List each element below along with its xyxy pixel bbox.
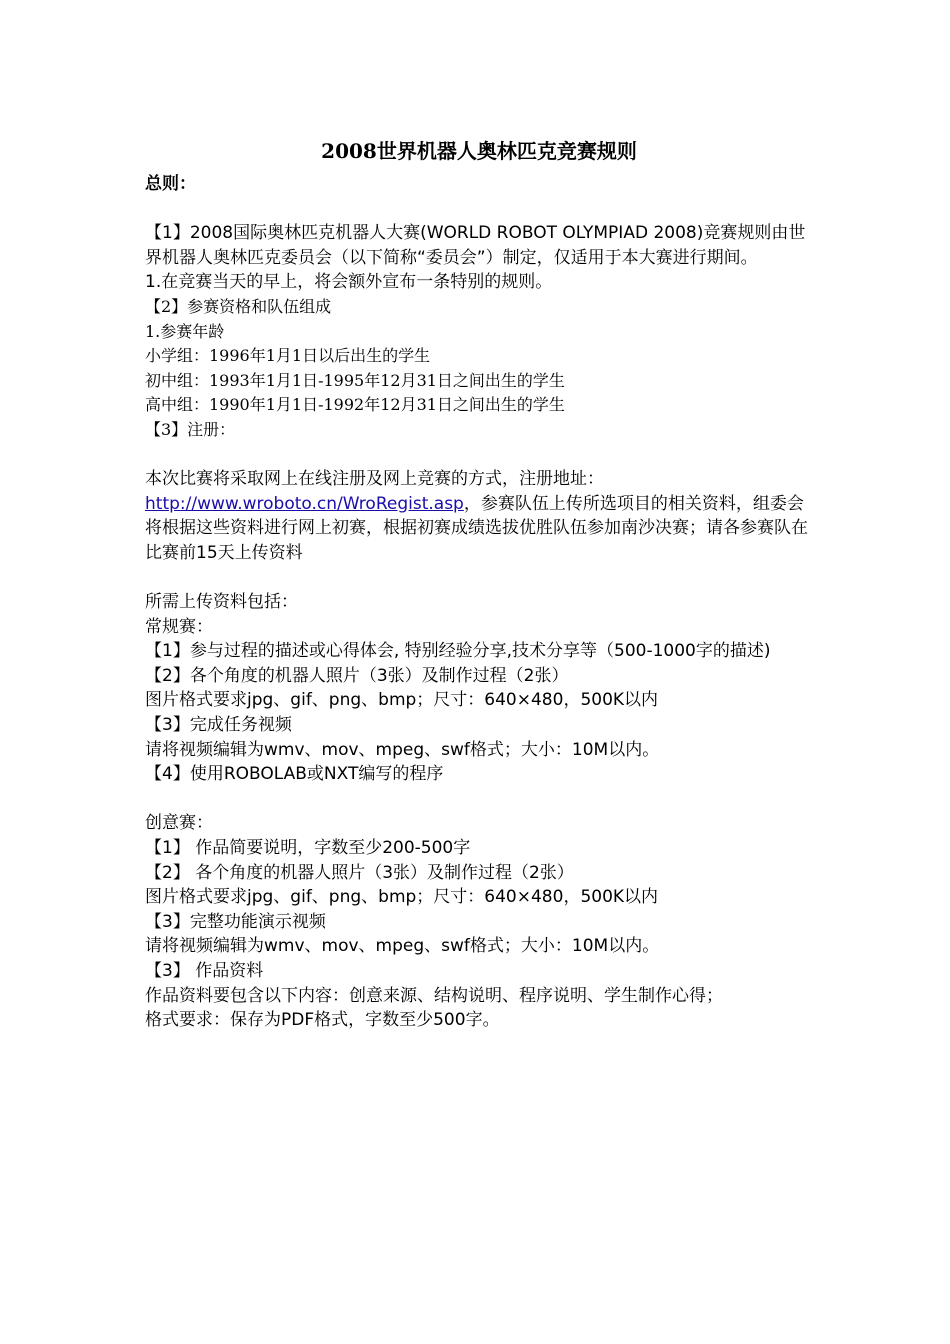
regular-item: 图片格式要求jpg、gif、png、bmp；尺寸：640×480，500K以内 — [145, 690, 659, 711]
creative-item: 作品资料要包含以下内容：创意来源、结构说明、程序说明、学生制作心得； — [145, 985, 723, 1006]
creative-item: 图片格式要求jpg、gif、png、bmp；尺寸：640×480，500K以内 — [145, 887, 659, 908]
creative-heading: 创意赛： — [145, 813, 213, 834]
age-junior: 初中组：1993年1月1日-1995年12月31日之间出生的学生 — [145, 370, 565, 390]
rule-1-note: 1.在竞赛当天的早上，将会额外宣布一条特别的规则。 — [145, 272, 553, 293]
registration-text-before: 本次比赛将采取网上在线注册及网上竞赛的方式，注册地址： — [145, 469, 604, 490]
rule-3-heading: 【3】注册： — [145, 419, 236, 439]
regular-item: 【1】参与过程的描述或心得体会, 特别经验分享,技术分享等（500-1000字的描述) — [145, 641, 771, 662]
spacer — [145, 566, 813, 591]
regular-item: 请将视频编辑为wmv、mov、mpeg、swf格式；大小：10M以内。 — [145, 739, 660, 760]
creative-item: 【3】 作品资料 — [145, 961, 264, 981]
regular-item: 【3】完成任务视频 — [145, 715, 292, 736]
creative-item: 【1】 作品简要说明，字数至少200-500字 — [145, 838, 471, 859]
registration-paragraph — [145, 467, 813, 565]
registration-text-after: ，参赛队伍上传所选项目的相关资料，组委会将根据这些资料进行网上初赛，根据初赛成绩选拔优胜队伍参加南沙决赛；请各参赛队在比赛前15天上传资料 — [145, 493, 808, 563]
document-body — [145, 136, 813, 1033]
spacer — [145, 197, 813, 222]
rule-1-text: 【1】2008国际奥林匹克机器人大赛(WORLD ROBOT OLYMPIAD 2008)竞赛规则由世界机器人奥林匹克委员会（以下简称“委员会”）制定，仅适用于本大赛进行期间。 — [145, 223, 806, 268]
spacer — [145, 443, 813, 468]
registration-link[interactable]: http://www.wroboto.cn/WroRegist.asp — [145, 493, 464, 514]
spacer — [145, 787, 813, 812]
upload-heading: 所需上传资料包括： — [145, 592, 298, 613]
document-title: 2008世界机器人奥林匹克竞赛规则 — [321, 139, 637, 163]
creative-item: 请将视频编辑为wmv、mov、mpeg、swf格式；大小：10M以内。 — [145, 936, 660, 957]
creative-item: 【3】完整功能演示视频 — [145, 911, 326, 932]
creative-item: 格式要求：保存为PDF格式，字数至少500字。 — [145, 1010, 500, 1031]
regular-item: 【2】各个角度的机器人照片（3张）及制作过程（2张） — [145, 665, 569, 686]
general-heading: 总则： — [145, 174, 196, 194]
age-primary: 小学组：1996年1月1日以后出生的学生 — [145, 346, 431, 366]
rule-2-heading: 【2】参赛资格和队伍组成 — [145, 296, 332, 316]
age-heading: 1.参赛年龄 — [145, 321, 225, 341]
regular-item: 【4】使用ROBOLAB或NXT编写的程序 — [145, 764, 444, 785]
regular-heading: 常规赛： — [145, 616, 213, 637]
age-senior: 高中组：1990年1月1日-1992年12月31日之间出生的学生 — [145, 395, 565, 415]
creative-item: 【2】 各个角度的机器人照片（3张）及制作过程（2张） — [145, 862, 574, 883]
